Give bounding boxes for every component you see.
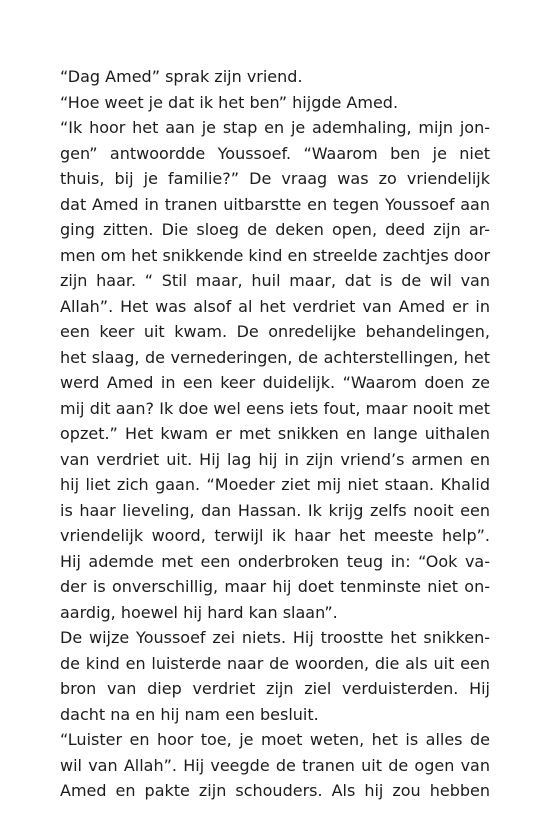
text-line: dat Amed in tranen uitbarstte en tegen Youssoef aan (60, 194, 490, 214)
text-line: “Luister en hoor toe, je moet weten, het is alles de (60, 730, 490, 749)
text-line: der is onverschillig, maar hij doet tenminste niet on- (60, 577, 490, 596)
text-line: ging zitten. Die sloeg de deken open, deed zijn ar- (60, 220, 490, 239)
text-line: is haar lieveling, dan Hassan. Ik krijg zelfs nooit een (60, 500, 490, 520)
text-line: Amed en pakte zijn schouders. Als hij zou hebben (60, 781, 490, 800)
text-line: gen” antwoordde Youssoef. “Waarom ben je niet (60, 143, 490, 163)
text-line: de kind en luisterde naar de woorden, die als uit een (60, 653, 490, 673)
text-line: wil van Allah”. Hij veegde de tranen uit de ogen van (60, 755, 490, 775)
text-line: vriendelijk woord, terwijl ik haar het meeste help”. (60, 526, 490, 545)
text-line: mij dit aan? Ik doe wel eens iets fout, maar nooit met (60, 398, 490, 418)
body-text (60, 64, 490, 804)
text-line: een keer uit kwam. De onredelijke behandelingen, (60, 322, 490, 341)
text-line: van verdriet uit. Hij lag hij in zijn vriend’s armen en (60, 449, 490, 469)
text-line: bron van diep verdriet zijn ziel verduisterden. Hij (60, 679, 490, 698)
text-line: thuis, bij je familie?” De vraag was zo vriendelijk (60, 169, 490, 188)
text-line: De wijze Youssoef zei niets. Hij troostte het snikken- (60, 628, 490, 647)
text-line: “Hoe weet je dat ik het ben” hijgde Amed. (60, 92, 399, 112)
text-line: het slaag, de vernederingen, de achterstellingen, het (60, 347, 490, 367)
text-line: “Ik hoor het aan je stap en je ademhaling, mijn jon- (60, 118, 490, 137)
text-line: hij liet zich gaan. “Moeder ziet mij niet staan. Khalid (60, 475, 490, 494)
text-line: dacht na en hij nam een besluit. (60, 704, 319, 724)
text-line: Hij ademde met een onderbroken teug in: “Ook va- (60, 551, 490, 571)
text-line: werd Amed in een keer duidelijk. “Waarom doen ze (60, 373, 490, 392)
text-line: opzet.” Het kwam er met snikken en lange uithalen (60, 424, 490, 443)
text-line: aardig, hoewel hij hard kan slaan”. (60, 602, 338, 622)
text-line: “Dag Amed” sprak zijn vriend. (60, 67, 303, 86)
text-line: men om het snikkende kind en streelde zachtjes door (60, 245, 491, 265)
text-line: Allah”. Het was alsof al het verdriet van Amed er in (60, 296, 490, 316)
text-line: zijn haar. “ Stil maar, huil maar, dat is de wil van (60, 271, 490, 290)
